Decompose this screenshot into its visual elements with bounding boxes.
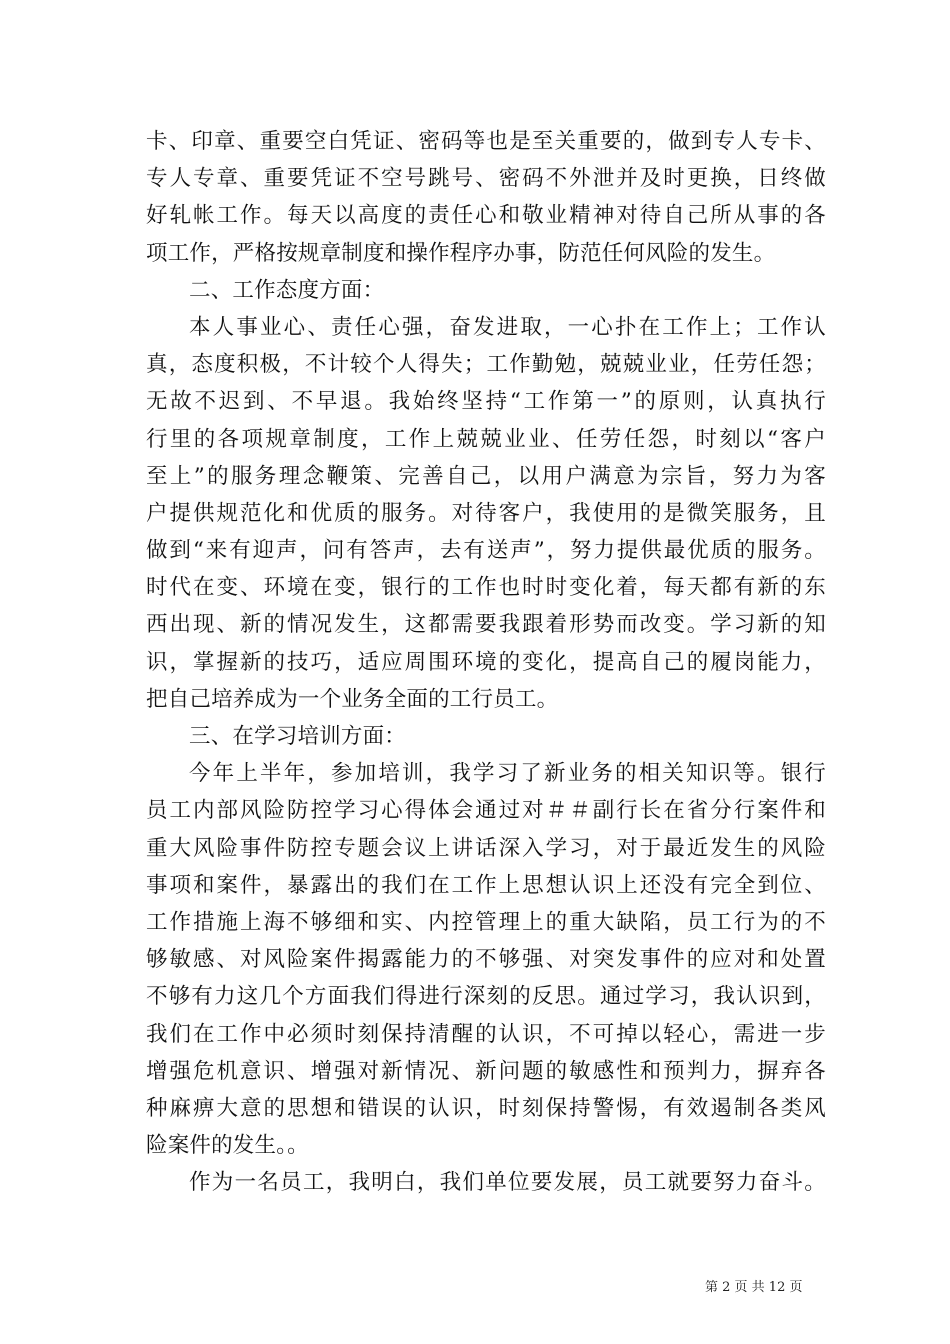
text-line: 把自己培养成为一个业务全面的工行员工。 <box>146 686 559 712</box>
text-line: 作为一名员工，我明白，我们单位要发展，员工就要努力奋斗。 <box>189 1170 826 1196</box>
text-line: 户提供规范化和优质的服务。对待客户，我使用的是微笑服务，且 <box>146 500 826 526</box>
section-heading-work-attitude: 二、工作态度方面： <box>189 277 385 303</box>
text-line: 够敏感、对风险案件揭露能力的不够强、对突发事件的应对和处置 <box>146 947 826 973</box>
page-number: 第 2 页 共 12 页 <box>705 1280 803 1295</box>
text-line: 今年上半年，参加培训，我学习了新业务的相关知识等。银行 <box>189 761 826 787</box>
text-line: 不够有力这几个方面我们得进行深刻的反思。通过学习，我认识到， <box>146 984 826 1010</box>
text-line: 无故不迟到、不早退。我始终坚持“工作第一”的原则，认真执行 <box>146 389 826 415</box>
text-line: 事项和案件，暴露出的我们在工作上思想认识上还没有完全到位、 <box>146 872 826 898</box>
text-line: 员工内部风险防控学习心得体会通过对＃＃副行长在省分行案件和 <box>146 798 826 824</box>
text-line: 时代在变、环境在变，银行的工作也时时变化着，每天都有新的东 <box>146 575 826 601</box>
text-line: 识，掌握新的技巧，适应周围环境的变化，提高自己的履岗能力， <box>146 649 826 675</box>
text-line: 专人专章、重要凭证不空号跳号、密码不外泄并及时更换，日终做 <box>146 166 826 192</box>
text-line: 险案件的发生。。 <box>146 1133 309 1159</box>
text-line: 项工作，严格按规章制度和操作程序办事，防范任何风险的发生。 <box>146 240 776 266</box>
text-line: 好轧帐工作。每天以高度的责任心和敬业精神对待自己所从事的各 <box>146 203 826 229</box>
text-line: 至上”的服务理念鞭策、完善自己，以用户满意为宗旨，努力为客 <box>146 463 826 489</box>
text-line: 工作措施上海不够细和实、内控管理上的重大缺陷，员工行为的不 <box>146 909 826 935</box>
text-line: 我们在工作中必须时刻保持清醒的认识，不可掉以轻心，需进一步 <box>146 1021 826 1047</box>
text-line: 卡、印章、重要空白凭证、密码等也是至关重要的，做到专人专卡、 <box>146 129 826 154</box>
text-line: 真，态度积极，不计较个人得失；工作勤勉，兢兢业业，任劳任怨； <box>146 352 826 378</box>
text-line: 种麻痹大意的思想和错误的认识，时刻保持警惕，有效遏制各类风 <box>146 1095 826 1121</box>
text-line: 西出现、新的情况发生，这都需要我跟着形势而改变。学习新的知 <box>146 612 826 638</box>
section-heading-study-training: 三、在学习培训方面： <box>189 724 407 749</box>
text-line: 本人事业心、责任心强，奋发进取，一心扑在工作上；工作认 <box>189 314 826 340</box>
document-body <box>146 123 826 1201</box>
text-line: 做到“来有迎声，问有答声，去有送声”，努力提供最优质的服务。 <box>146 538 826 564</box>
text-line: 行里的各项规章制度，工作上兢兢业业、任劳任怨，时刻以“客户 <box>146 426 826 452</box>
text-line: 增强危机意识、增强对新情况、新问题的敏感性和预判力，摒弃各 <box>146 1058 826 1084</box>
text-line: 重大风险事件防控专题会议上讲话深入学习，对于最近发生的风险 <box>146 835 826 861</box>
